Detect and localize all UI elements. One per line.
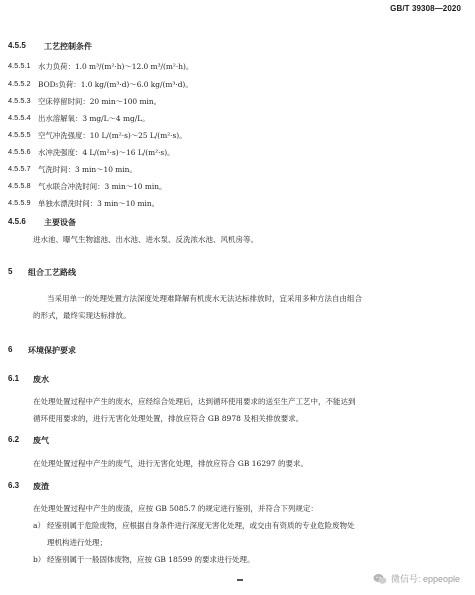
list-item-line-2: 理机构进行处理； (47, 538, 107, 547)
section-number: 4.5.6 (8, 217, 26, 226)
item-number: 4.5.5.5 (8, 130, 31, 139)
section-6-1-body-line-2: 循环使用要求的，进行无害化处理处置，排放应符合 GB 8978 及相关排放要求。 (33, 414, 304, 423)
section-number: 6.1 (8, 374, 20, 383)
section-number: 6 (8, 345, 13, 354)
section-6-3-intro: 在处理处置过程中产生的废渣，应按 GB 5085.7 的规定进行鉴别，并符合下列规定： (33, 504, 318, 513)
item-number: 4.5.5.8 (8, 181, 31, 190)
section-title: 废气 (33, 436, 49, 445)
item-text: 单独水漂洗时间：3 min～10 min。 (38, 199, 159, 208)
section-number: 4.5.5 (8, 41, 26, 50)
item-number: 4.5.5.6 (8, 147, 31, 156)
section-4-5-6-body: 进水池、曝气生物滤池、出水池、进水泵、反洗浓水池、风机房等。 (33, 235, 258, 244)
section-title: 废水 (33, 375, 49, 384)
item-number: 4.5.5.4 (8, 113, 31, 122)
list-marker: a） (33, 521, 45, 530)
item-text: 气水联合冲洗时间：3 min～10 min。 (38, 182, 167, 191)
item-text: 出水溶解氧：3 mg/L～4 mg/L。 (38, 114, 150, 123)
section-number: 6.2 (8, 435, 20, 444)
item-text: 水力负荷：1.0 m³/(m²·h)～12.0 m³/(m²·h)。 (38, 62, 194, 71)
list-item-line-1: 经鉴别属于危险废物，应根据自身条件进行深度无害化处理，或交由有资质的专业危险废物处 (47, 521, 355, 530)
item-text: 空床停留时间：20 min～100 min。 (38, 97, 161, 106)
item-text: 水冲洗强度：4 L/(m²·s)～16 L/(m²·s)。 (38, 148, 175, 157)
section-title: 主要设备 (44, 218, 76, 227)
section-title: 组合工艺路线 (28, 268, 76, 277)
section-title: 环境保护要求 (28, 346, 76, 355)
item-number: 4.5.5.2 (8, 79, 31, 88)
section-title: 工艺控制条件 (44, 42, 92, 51)
item-number: 4.5.5.7 (8, 164, 31, 173)
watermark (373, 572, 460, 585)
item-number: 4.5.5.9 (8, 198, 31, 207)
list-marker: b） (33, 555, 46, 564)
list-item (33, 551, 459, 568)
section-number: 6.3 (8, 481, 20, 490)
item-text: 空气冲洗强度：10 L/(m²·s)～25 L/(m²·s)。 (38, 131, 187, 140)
scroll-indicator (237, 579, 243, 581)
item-text: BOD₅负荷：1.0 kg/(m³·d)～6.0 kg/(m³·d)。 (38, 80, 193, 89)
item-text: 气洗时间：3 min～10 min。 (38, 165, 137, 174)
section-5-body-line-2: 的形式，最终实现达标排放。 (33, 311, 131, 320)
section-6-2-body: 在处理处置过程中产生的废气，进行无害化处理，排放应符合 GB 16297 的要求。 (33, 459, 309, 468)
section-6-1-body-line-1: 在处理处置过程中产生的废水，应经综合处理后，达到循环使用要求的送至生产工艺中，不能达到 (33, 397, 356, 406)
item-number: 4.5.5.3 (8, 96, 31, 105)
watermark-text: 微信号: eppeople (390, 574, 460, 584)
list-item-line-1: 经鉴别属于一般固体废物，应按 GB 18599 的要求进行处理。 (47, 555, 255, 564)
list-item (33, 517, 459, 551)
item-number: 4.5.5.1 (8, 61, 31, 70)
section-number: 5 (8, 267, 13, 276)
wechat-icon (373, 573, 387, 585)
document-code: GB/T 39308—2020 (390, 4, 461, 13)
section-5-body-line-1: 当采用单一的处理处置方法深度处理难降解有机废水无法达标排放时，宜采用多种方法自由组合 (47, 294, 362, 303)
section-title: 废渣 (33, 482, 49, 491)
